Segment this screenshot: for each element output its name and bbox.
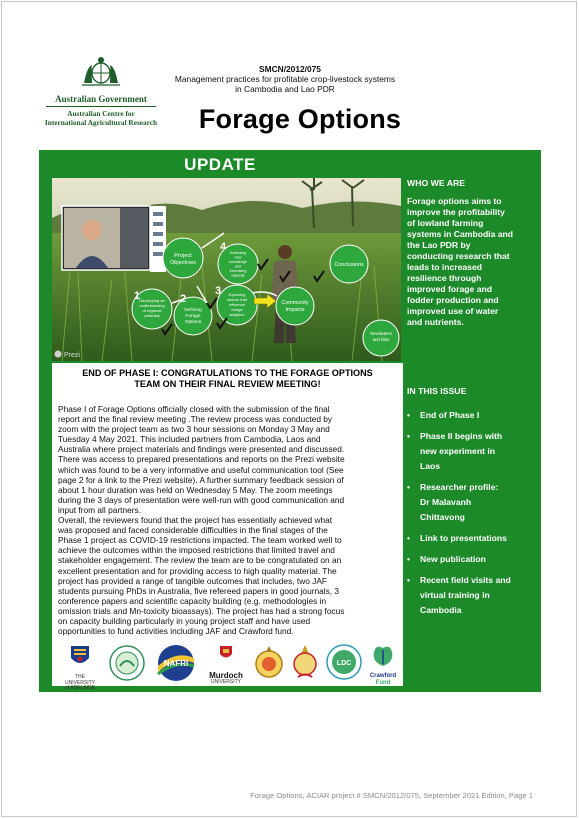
node-defining-2: Forage: [185, 314, 201, 319]
bullet-icon: •: [407, 410, 411, 420]
sidebar: [407, 178, 535, 615]
gov-divider: [46, 106, 156, 107]
node-project-objectives-2: Objectives: [169, 260, 197, 266]
lao-ministry-seal: [108, 644, 146, 687]
project-code: SMCN/2012/075: [259, 64, 321, 74]
step-number-2: 2: [180, 293, 187, 305]
issue-item-field-visits[interactable]: • Recent field visits and virtual training in Cambodia: [407, 575, 511, 615]
zoom-video-inset: [62, 206, 166, 272]
aciar-name-line-1: Australian Centre for: [67, 109, 135, 118]
page-footer: Forage Options, ACIAR project # SMCN/2012/075, September 2021 Edition, Page 1: [250, 791, 533, 800]
node-extending-6: capacity: [231, 273, 245, 278]
node-extending-3: knowledge: [229, 260, 247, 264]
adelaide-logo: THE UNIVERSITY of ADELAIDE: [62, 644, 98, 692]
rua-logo: [290, 644, 320, 687]
who-we-are-heading: WHO WE ARE: [407, 178, 466, 188]
issue-item-end-of-phase-1[interactable]: • End of Phase I: [407, 408, 537, 423]
article-heading-line-1: END OF PHASE I: CONGRATULATIONS TO THE FORAGE OPTIONS: [82, 368, 373, 378]
cambodia-ministry-seal: [254, 644, 284, 687]
australian-government-logo: [40, 55, 162, 127]
update-title: UPDATE: [184, 155, 256, 174]
issue-item-link-to-presentations[interactable]: • Link to presentations: [407, 531, 537, 546]
step-number-1: 1: [134, 290, 141, 302]
ldc-logo: [326, 644, 362, 685]
project-description-line-1: Management practices for profitable crop-livestock systems: [174, 74, 396, 84]
node-extending-5: increasing: [229, 269, 247, 273]
node-defining-1: Defining: [184, 308, 202, 313]
project-description-line-2: in Cambodia and Lao PDR: [235, 83, 335, 94]
node-extending-1: Extending: [229, 251, 247, 255]
article-heading: [60, 368, 395, 390]
partner-logos: [60, 644, 397, 691]
node-newsletters-2: and links: [372, 337, 390, 342]
node-extending-4: and: [234, 264, 242, 269]
update-panel: [39, 150, 541, 692]
article-box: [52, 363, 403, 691]
prezi-logo-icon: [55, 351, 62, 358]
svg-text:NAFRI: NAFRI: [163, 659, 189, 668]
article-body: [58, 404, 397, 636]
aciar-name-line-2: International Agricultural Research: [44, 118, 158, 127]
node-developing-3: of regional: [142, 308, 162, 313]
who-we-are-text: Forage options aims to improve the profitability of lowland farming systems in Cambodia and the Lao PDR by conducting research that leads to increased resilience through improved forage and fodder production and improved use of water and nutrients.: [407, 196, 514, 327]
prezi-brand: Prezi: [64, 352, 80, 359]
node-developing-2: understanding: [139, 303, 165, 308]
node-extending-2: new: [234, 255, 242, 260]
node-developing-1: Developing an: [139, 298, 165, 303]
step-number-4: 4: [220, 241, 227, 253]
node-exploring-3: influence: [228, 302, 246, 307]
bullet-icon: •: [407, 482, 411, 492]
issue-item-new-publication[interactable]: • New publication: [407, 552, 537, 567]
node-conclusions: Conclusions: [334, 262, 364, 268]
coat-of-arms-icon: [78, 55, 124, 87]
crawford-fund-logo: Crawford Fund: [366, 644, 400, 686]
node-developing-4: potential: [144, 313, 160, 318]
murdoch-logo: Murdoch UNIVERSITY: [206, 644, 246, 686]
node-exploring-1: Exploring: [228, 292, 246, 297]
article-paragraph-2: Overall, the reviewers found that the project has essentially achieved what was proposed and faced considerable difficulties in the final stages of the Phase 1 project as COVID-19 restrictions impacted. The team worked well to achieve the outcomes within the imposed restrictions that limited travel and stakeholder engagement. The review the team are to be congratulated on an excellent presentation and for providing access to high quality material. The project has provided a range of tangible outcomes that includes, two JAF students pursuing PhDs in Australia, five refereed papers in good journals, 3 conference papers and scientific capacity building (e.g. methodologies in omission trials and Mn-toxicity bioassays). The project has had a strong focus on capacity building particularly in young project staff and have used opportunities to fund activities including JAF and Crawford fund.: [58, 515, 345, 637]
nafri-logo: [156, 644, 196, 687]
gov-name: Australian Government: [55, 94, 147, 104]
node-defining-3: Options: [184, 320, 202, 325]
article-paragraph-1: Phase I of Forage Options officially closed with the submission of the final report and the final review meeting .The review process was conducted by zoom with the project team as two 3 hour sessions on Monday 3 May and Tuesday 4 May 2021. This included partners from Cambodia, Laos and Australia where project materials and findings were presented and discussed. There was access to prepared presentations and reports on the Prezi website which was found to be a very informative and useful communication tool (See page 2 for a link to the Prezi website). A further summary feedback session of about 1 hour duration was held on Wednesday 5 May. The zoom meetings during the 3 days of presentation were well-run with good communication and input from all partners.: [58, 404, 345, 515]
node-exploring-2: factors that: [227, 297, 247, 302]
issue-item-phase-2[interactable]: • Phase II begins with new experiment in Laos: [407, 431, 503, 471]
in-this-issue-heading: IN THIS ISSUE: [407, 386, 467, 396]
node-community-1: Community: [281, 300, 309, 306]
page-title: Forage Options: [198, 104, 402, 134]
node-newsletters-1: Newsletters: [370, 331, 392, 336]
svg-text:LDC: LDC: [336, 660, 352, 667]
step-number-3: 3: [215, 285, 222, 297]
prezi-photo: [52, 178, 401, 361]
node-exploring-5: adoption: [229, 312, 245, 317]
bullet-icon: •: [407, 431, 411, 441]
article-heading-line-2: TEAM ON THEIR FINAL REVIEW MEETING!: [134, 379, 321, 389]
node-project-objectives-1: Project: [174, 253, 192, 259]
bullet-icon: •: [407, 575, 411, 585]
prezi-overview-graphic: [52, 178, 401, 361]
node-community-2: Impacts: [285, 307, 305, 313]
issue-item-researcher-profile[interactable]: • Researcher profile: Dr Malavanh Chittavong: [407, 482, 499, 522]
bullet-icon: •: [407, 533, 411, 543]
project-description: [150, 75, 420, 94]
node-exploring-4: forage: [231, 307, 243, 312]
bullet-icon: •: [407, 554, 411, 564]
issue-list: [407, 408, 537, 624]
